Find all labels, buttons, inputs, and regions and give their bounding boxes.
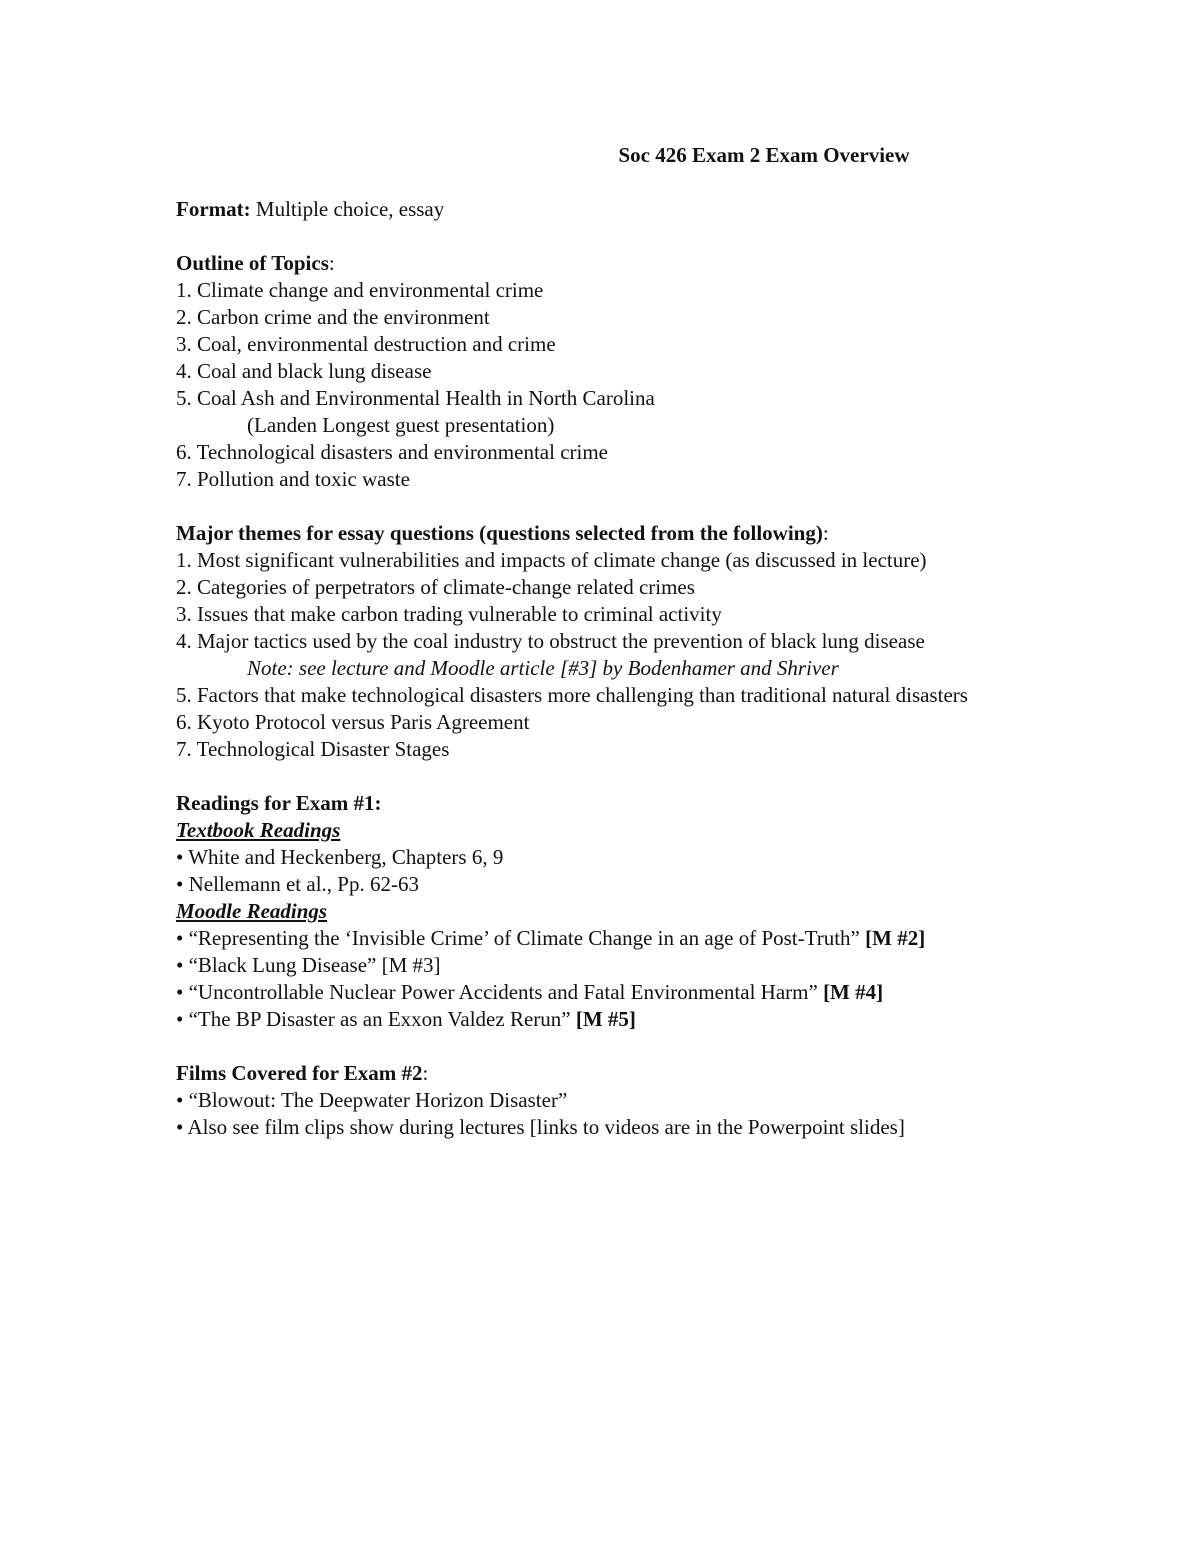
page-title: Soc 426 Exam 2 Exam Overview [618,143,910,167]
title-row [176,142,1056,169]
textbook-readings-heading: Textbook Readings [176,818,341,842]
document-body [176,142,1056,1141]
theme-item: 1. Most significant vulnerabilities and impacts of climate change (as discussed in lecture) [176,548,927,572]
format-label: Format: [176,197,251,221]
moodle-reading-title: • “Black Lung Disease” [176,953,377,977]
moodle-reading-tag: [M #4] [823,980,884,1004]
films-heading-colon: : [422,1061,429,1085]
moodle-reading-item [176,979,1056,1006]
textbook-reading-item: • Nellemann et al., Pp. 62-63 [176,872,419,896]
theme-item: 6. Kyoto Protocol versus Paris Agreement [176,710,530,734]
theme-item: 5. Factors that make technological disasters more challenging than traditional natural disasters [176,683,968,707]
moodle-reading-item [176,1006,1056,1033]
outline-item: 2. Carbon crime and the environment [176,305,490,329]
moodle-reading-tag: [M #2] [865,926,926,950]
textbook-reading-item: • White and Heckenberg, Chapters 6, 9 [176,845,504,869]
outline-heading-line [176,250,1056,277]
format-line [176,196,1056,223]
films-heading: Films Covered for Exam #2 [176,1061,423,1085]
outline-item: 5. Coal Ash and Environmental Health in North Carolina [176,386,655,410]
outline-section [176,250,1056,493]
moodle-reading-title: • “The BP Disaster as an Exxon Valdez Rerun” [176,1007,571,1031]
themes-heading-colon: : [822,521,829,545]
film-item: • Also see film clips show during lectures [links to videos are in the Powerpoint slides] [176,1115,905,1139]
films-section [176,1060,1056,1141]
film-item: • “Blowout: The Deepwater Horizon Disaster” [176,1088,568,1112]
outline-item: 3. Coal, environmental destruction and crime [176,332,556,356]
outline-heading-colon: : [328,251,335,275]
outline-item: 1. Climate change and environmental crime [176,278,544,302]
format-value: Multiple choice, essay [255,197,445,221]
theme-item: 3. Issues that make carbon trading vulnerable to criminal activity [176,602,722,626]
outline-item: 7. Pollution and toxic waste [176,467,410,491]
themes-heading: Major themes for essay questions (questions selected from the following) [176,521,823,545]
films-heading-line [176,1060,1056,1087]
moodle-reading-item [176,925,1056,952]
readings-heading: Readings for Exam #1: [176,791,382,815]
theme-item: 2. Categories of perpetrators of climate-change related crimes [176,575,695,599]
outline-item: 4. Coal and black lung disease [176,359,432,383]
moodle-readings-heading: Moodle Readings [176,899,328,923]
theme-item-note: Note: see lecture and Moodle article [#3] by Bodenhamer and Shriver [247,656,839,680]
moodle-reading-tag: [M #3] [381,953,441,977]
moodle-reading-title: • “Representing the ‘Invisible Crime’ of Climate Change in an age of Post-Truth” [176,926,860,950]
themes-section [176,520,1056,763]
theme-item: 7. Technological Disaster Stages [176,737,450,761]
outline-item: 6. Technological disasters and environmental crime [176,440,609,464]
theme-item: 4. Major tactics used by the coal industry to obstruct the prevention of black lung disease [176,629,925,653]
outline-item-note: (Landen Longest guest presentation) [247,413,555,437]
moodle-reading-item [176,952,1056,979]
readings-section [176,790,1056,1033]
themes-heading-line [176,520,1056,547]
moodle-reading-tag: [M #5] [575,1007,636,1031]
outline-heading: Outline of Topics [176,251,329,275]
moodle-reading-title: • “Uncontrollable Nuclear Power Accidents and Fatal Environmental Harm” [176,980,818,1004]
